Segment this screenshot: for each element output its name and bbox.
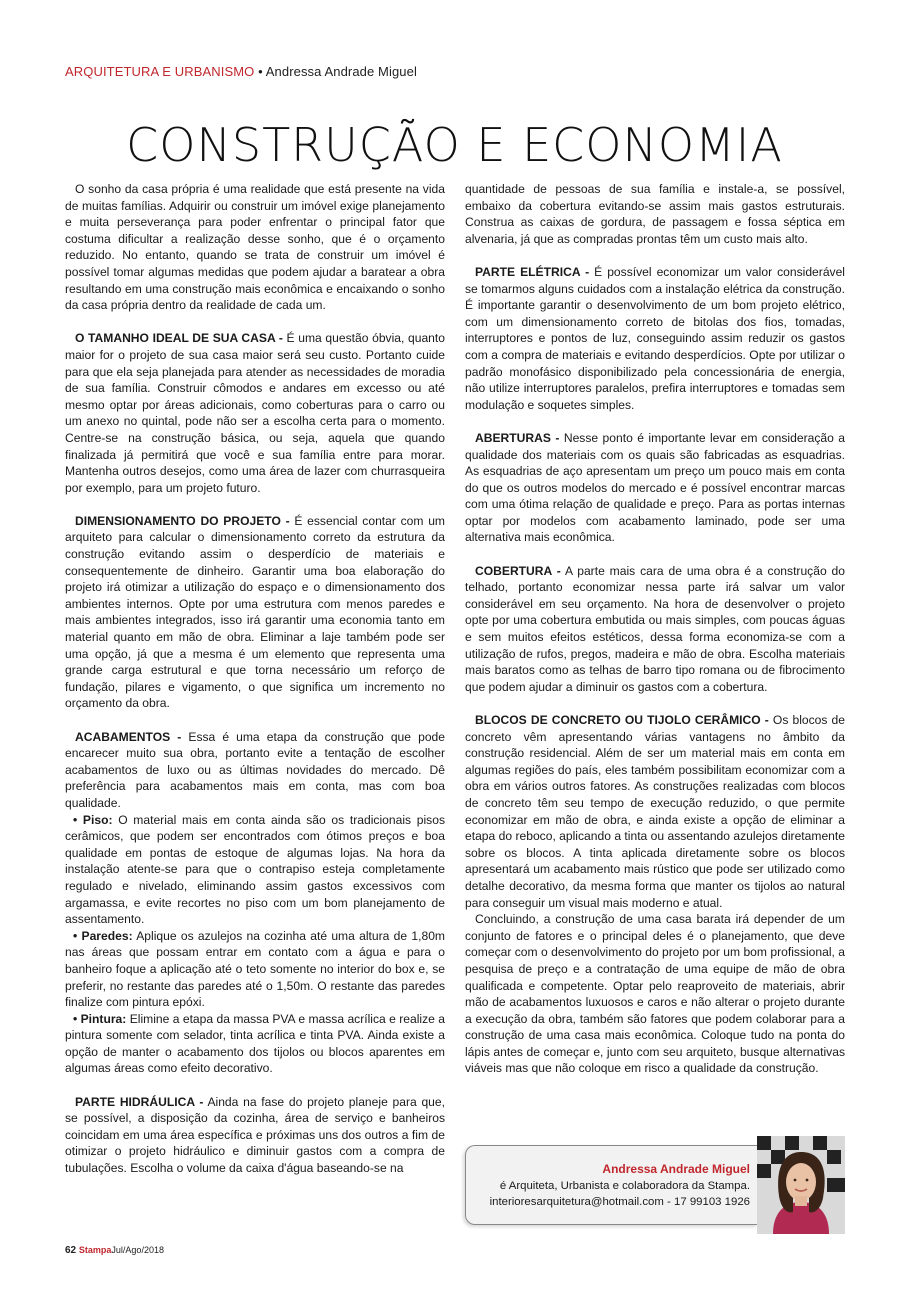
section-body: É possível economizar um valor considerável se tomarmos alguns cuidados com a instalação elétrica da construção. É importante garantir o desenvolvimento de um bom projeto elétrico, com um dimensionamento correto de bitolas dos fios, tomadas, interruptores e pontos de luz, conseguindo assim reduzir os gastos com a compra de materiais e evitando desperdícios. Opte por utilizar o padrão monofásico disponibilizado pela concessionária de energia, não utilize interruptores paralelos, prefira interruptores e tomadas sem modulação e soquetes simples. — [465, 264, 845, 412]
section-heading: BLOCOS DE CONCRETO OU TIJOLO CERÂMICO - — [475, 713, 769, 727]
header-separator: • — [258, 64, 263, 79]
section-body: Ainda na fase do projeto planeje para que, se possível, a disposição da cozinha, área de serviço e banheiros coincidam em uma área específica e próximas uns dos outros a fim de otimizar o projeto hidráulico e diminuir gastos com a compra de tubulações. Escolha o volume da caixa d'água baseando-se na — [65, 1094, 445, 1176]
item-heading: • Piso: — [73, 812, 113, 827]
conclusion-paragraph: Concluindo, a construção de uma casa barata irá depender de um conjunto de fatores e o principal deles é o planejamento, que deve começar com o desenvolvimento do projeto por um bom profissional, a pesquisa de preço e a contratação de uma equipe de mão de obra qualificada e competente. Optar pelo reaproveito de materiais, abrir mão de acabamentos luxuosos e caros e não alterar o projeto durante a execução da obra, também são fatores que podem colaborar para a construção de uma casa mais econômica. Coloque tudo na ponta do lápis antes de começar e, junto com seu arquiteto, busque alternativas viáveis mas que não coloque em risco a qualidade da construção. — [465, 912, 845, 1076]
section-blocos — [465, 712, 845, 911]
right-column — [465, 181, 845, 1077]
section-eletrica — [465, 264, 845, 413]
intro-paragraph: O sonho da casa própria é uma realidade que está presente na vida de muitas famílias. Adquirir ou construir um imóvel exige planejamento e muita perseverança para poder enfrentar o principal fator que costuma dificultar a realização desse sonho, que é o orçamento reduzido. No entanto, quando se trata de construir um imóvel é possível tomar algumas medidas que podem ajudar a baratear a obra resultando em uma construção mais econômica e encaixando o sonho da casa própria dentro da realidade de cada um. — [65, 182, 445, 313]
section-heading: ABERTURAS - — [475, 430, 560, 445]
author-portrait-icon — [757, 1136, 845, 1234]
section-acabamentos — [65, 729, 445, 812]
continued-paragraph: quantidade de pessoas de sua família e instale-a, se possível, embaixo da cobertura evitando-se assim mais gastos estruturais. Construa as caixas de gordura, de passagem e fossa séptica em alvenaria, já que as compradas prontas têm um custo mais alto. — [465, 182, 845, 246]
page-footer — [65, 1245, 164, 1256]
item-piso — [65, 812, 445, 928]
section-dimensionamento — [65, 513, 445, 712]
item-heading: • Paredes: — [73, 928, 133, 943]
section-body: Essa é uma etapa da construção que pode encarecer muito sua obra, portanto evite a tentação de escolher acabamentos de luxo ou as últimas novidades do mercado. Dê preferência para acabamentos mais em conta, mas com boa qualidade. — [65, 729, 445, 810]
section-body: Os blocos de concreto vêm apresentando várias vantagens no âmbito da construção residencial. Além de ser um material mais em conta em algumas regiões do país, eles também possibilitam economizar com a obra em vários outros fatores. As construções realizadas com blocos de concreto têm seu tempo de execução reduzido, o que permite economizar em mão de obra, e ainda existe a opção de eliminar a etapa do reboco, aplicando a tinta ou assentando azulejos diretamente sobre os blocos. A tinta aplicada diretamente sobre os blocos apresentará um acabamento mais rústico que pode ser utilizado como detalhe decorativo, da mesma forma que manter os tijolos ao natural para conseguir um visual mais moderno e atual. — [465, 713, 845, 910]
item-body: O material mais em conta ainda são os tradicionais pisos cerâmicos, que podem ser encontrados com ótimos preços e boa qualidade em pontas de estoque de algumas lojas. Na hora da instalação atente-se para que o contrapiso esteja completamente regulado e nivelado, eliminando assim gastos excessivos com argamassa, e evite recortes no piso com um bom planejamento de assentamento. — [65, 812, 445, 927]
author-role: é Arquiteta, Urbanista e colaboradora da Stampa. — [499, 1179, 750, 1192]
author-name: Andressa Andrade Miguel — [602, 1162, 750, 1176]
section-heading: PARTE HIDRÁULICA - — [75, 1094, 204, 1109]
section-label: ARQUITETURA E URBANISMO — [65, 64, 255, 79]
header-author: Andressa Andrade Miguel — [265, 64, 417, 79]
item-body: Elimine a etapa da massa PVA e massa acrílica e realize a pintura somente com selador, tinta acrílica e tinta PVA. Ainda existe a opção de manter o acabamento dos tijolos ou blocos aparentes em algumas áreas como efeito decorativo. — [65, 1011, 445, 1076]
section-heading: COBERTURA - — [475, 563, 561, 578]
section-hidraulica — [65, 1094, 445, 1177]
magazine-brand: Stampa — [78, 1245, 112, 1255]
section-body: Nesse ponto é importante levar em consideração a qualidade dos materiais com os quais são fabricadas as esquadrias. As esquadrias de aço apresentam um preço um pouco mais em conta do que os outros modelos do mercado e é possível encontrar marcas com uma ótima relação de qualidade e preço. Para as portas internas optar por modelos com acabamento laminado, pode ser uma alternativa mais econômica. — [465, 430, 845, 545]
section-aberturas — [465, 430, 845, 546]
issue-date: Jul/Ago/2018 — [111, 1245, 164, 1255]
item-body: Aplique os azulejos na cozinha até uma altura de 1,80m nas áreas que possam entrar em contato com a água e para o banheiro foque a aplicação até o teto somente no interior do box e, se preferir, no restante das paredes até o 1,50m. O restante das paredes finalize com pintura epóxi. — [65, 928, 445, 1010]
section-cobertura — [465, 563, 845, 696]
article-title: CONSTRUÇÃO E ECONOMIA — [126, 118, 783, 172]
item-pintura — [65, 1011, 445, 1077]
section-heading: ACABAMENTOS - — [75, 729, 182, 744]
page-number: 62 — [65, 1245, 77, 1256]
section-body: É essencial contar com um arquiteto para calcular o dimensionamento correto da estrutura da construção evitando assim o desperdício de materiais e consequentemente de dinheiro. Garantir uma boa elaboração do projeto irá otimizar a utilização do espaço e o dimensionamento dos ambientes internos. Opte por uma estrutura com menos paredes e mais ambientes integrados, isso irá garantir uma economia tanto em material quanto em mão de obra. Eliminar a laje também pode ser uma opção, já que a mesma é um elemento que representa uma grande carga estrutural e que torna necessário um reforço de fundação, pilares e vigamento, o que significa um incremento no orçamento da obra. — [65, 513, 446, 711]
author-bio-box — [465, 1145, 758, 1225]
item-heading: • Pintura: — [73, 1011, 127, 1026]
section-tamanho — [65, 330, 445, 496]
author-contact: interioresarquitetura@hotmail.com - 17 99103 1926 — [489, 1196, 750, 1208]
section-header — [65, 64, 417, 79]
author-photo — [757, 1136, 845, 1234]
section-heading: DIMENSIONAMENTO DO PROJETO - — [75, 513, 290, 528]
section-body: A parte mais cara de uma obra é a construção do telhado, portanto economizar nessa parte irá salvar um valor considerável em seu orçamento. Na hora de desenvolver o projeto opte por uma cobertura embutida ou mais simples, com poucas águas e sem muitos efeitos estéticos, dessa forma economiza-se com a utilização de rufos, pregos, madeira e mão de obra. Escolha materiais mais baratos como as telhas de barro tipo romana ou de fibrocimento que podem ajudar a diminuir os gastos com a cobertura. — [465, 563, 846, 694]
section-heading: O TAMANHO IDEAL DE SUA CASA - — [75, 331, 283, 346]
left-column — [65, 181, 445, 1177]
section-heading: PARTE ELÉTRICA - — [475, 264, 590, 279]
section-body: É uma questão óbvia, quanto maior for o projeto de sua casa maior será seu custo. Portanto cuide para que ela seja planejada para atender as necessidades de moradia de sua família. Construir cômodos e andares em excesso ou até mesmo optar por áreas adicionais, como coberturas para o carro ou um anexo no quintal, pode não ser a escolha certa para o momento. Centre-se na construção básica, ou seja, aquela que quando finalizada já permitirá que você e sua família entre para morar. Mantenha outros desejos, como uma área de lazer com churrasqueira por exemplo, para um projeto futuro. — [65, 331, 445, 495]
author-bio-text — [490, 1161, 750, 1211]
item-paredes — [65, 928, 445, 1011]
